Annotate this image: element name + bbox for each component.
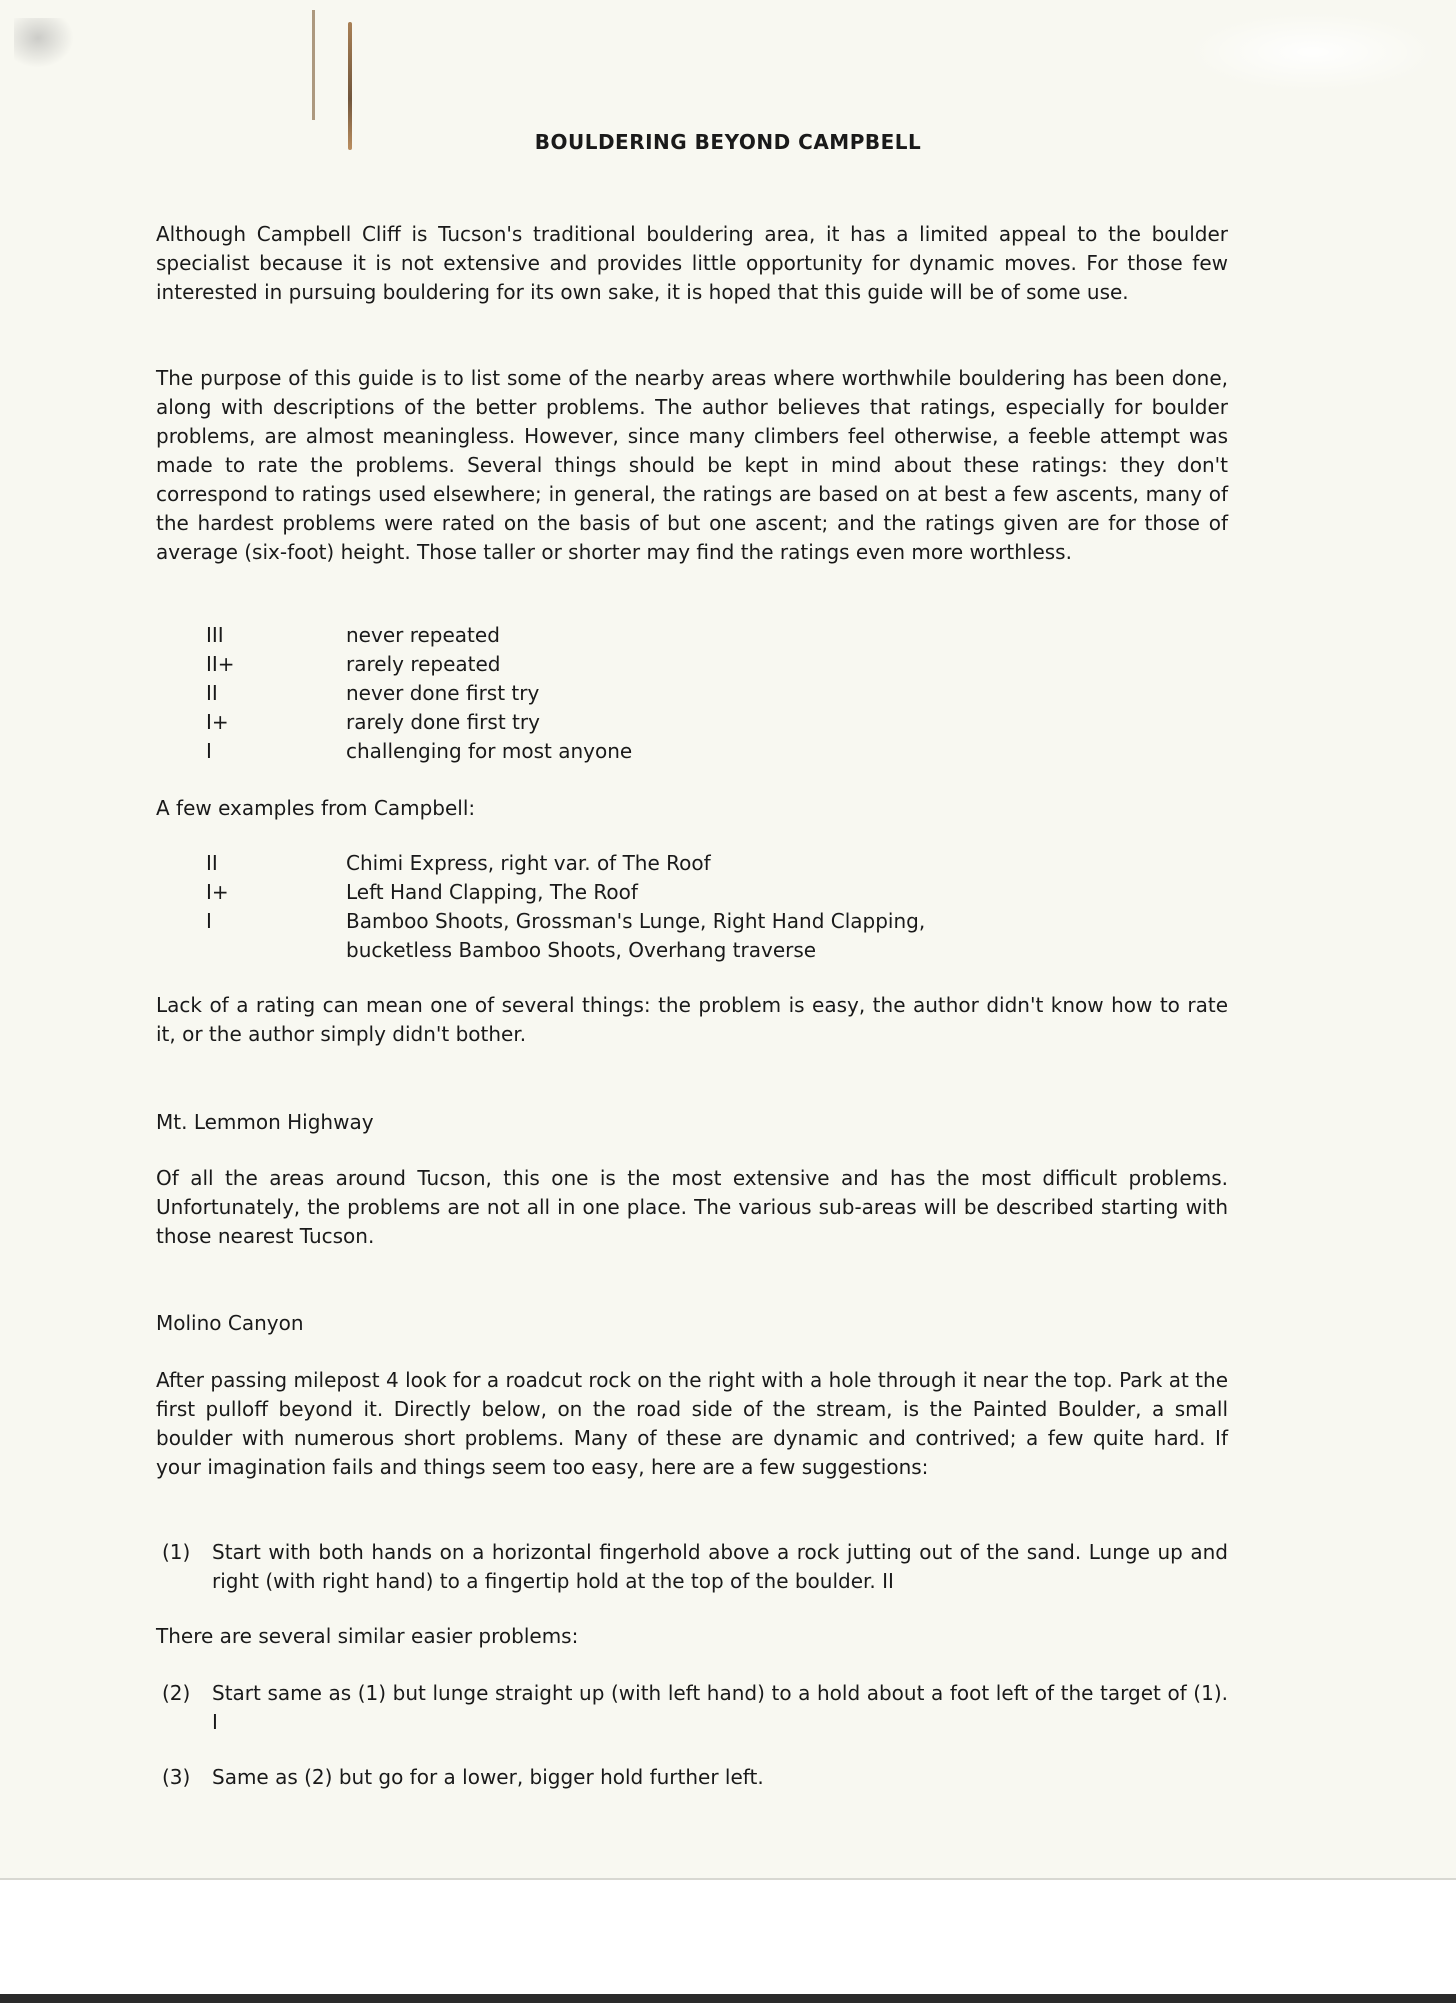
example-code: I+ xyxy=(206,880,229,904)
example-row xyxy=(206,936,925,965)
example-description: Chimi Express, right var. of The Roof xyxy=(346,851,711,875)
examples-intro: A few examples from Campbell: xyxy=(156,796,476,820)
problem-number: (3) xyxy=(162,1765,191,1789)
lack-of-rating-paragraph: Lack of a rating can mean one of several things: the problem is easy, the author didn't know how to rate it, or the author simply didn't bother. xyxy=(156,993,1228,1046)
similar-problems-note: There are several similar easier problems: xyxy=(156,1624,579,1648)
scan-smudge xyxy=(1188,12,1438,92)
rating-row xyxy=(206,650,632,679)
rating-description: never repeated xyxy=(346,623,500,647)
intro-paragraph: Although Campbell Cliff is Tucson's traditional bouldering area, it has a limited appeal to the boulder specialist because it is not extensive and provides little opportunity for dynamic moves. For those few interested in pursuing bouldering for its own sake, it is hoped that this guide will be of some use. xyxy=(156,222,1228,304)
problem-number: (2) xyxy=(162,1681,191,1705)
rating-code: II+ xyxy=(206,652,235,676)
example-code: II xyxy=(206,851,218,875)
rating-description: challenging for most anyone xyxy=(346,739,633,763)
rating-row xyxy=(206,737,632,766)
example-row xyxy=(206,849,925,878)
molino-canyon-paragraph: After passing milepost 4 look for a roadcut rock on the right with a hole through it near the top. Park at the first pulloff beyond it. Directly below, on the road side of the stream, is the Painted Boulder, a small boulder with numerous short problems. Many of these are dynamic and contrived; a few quite hard. If your imagination fails and things seem too easy, here are a few suggestions: xyxy=(156,1368,1228,1479)
rating-row xyxy=(206,708,632,737)
page-title: BOULDERING BEYOND CAMPBELL xyxy=(534,130,922,154)
rating-code: I+ xyxy=(206,710,229,734)
problem-item xyxy=(162,1538,1228,1596)
rating-description: rarely done first try xyxy=(346,710,540,734)
example-row xyxy=(206,878,925,907)
example-description: Left Hand Clapping, The Roof xyxy=(346,880,638,904)
section-heading-mt-lemmon: Mt. Lemmon Highway xyxy=(156,1110,374,1134)
problem-number: (1) xyxy=(162,1540,191,1564)
rating-code: I xyxy=(206,739,212,763)
staple-mark xyxy=(312,10,315,120)
rating-row xyxy=(206,621,632,650)
rating-code: II xyxy=(206,681,218,705)
examples-table xyxy=(206,849,925,965)
problem-text: Start same as (1) but lunge straight up (with left hand) to a hold about a foot left of the target of (1). I xyxy=(212,1681,1228,1734)
example-description: Bamboo Shoots, Grossman's Lunge, Right Hand Clapping, xyxy=(346,909,926,933)
problem-item xyxy=(162,1679,1228,1737)
mt-lemmon-paragraph: Of all the areas around Tucson, this one is the most extensive and has the most difficult problems. Unfortunately, the problems are not all in one place. The various sub-areas will be described starting with those nearest Tucson. xyxy=(156,1166,1228,1248)
rating-code: III xyxy=(206,623,224,647)
page-edge xyxy=(0,1878,1456,1880)
rating-row xyxy=(206,679,632,708)
rating-description: rarely repeated xyxy=(346,652,501,676)
rating-scale-table xyxy=(206,621,632,766)
example-code xyxy=(206,936,346,965)
problem-text: Start with both hands on a horizontal fingerhold above a rock jutting out of the sand. Lunge up and right (with right hand) to a fingertip hold at the top of the boulder. II xyxy=(212,1540,1228,1593)
example-description: bucketless Bamboo Shoots, Overhang traverse xyxy=(346,938,817,962)
purpose-paragraph: The purpose of this guide is to list some of the nearby areas where worthwhile bouldering has been done, along with descriptions of the better problems. The author believes that ratings, especially for boulder problems, are almost meaningless. However, since many climbers feel otherwise, a feeble attempt was made to rate the problems. Several things should be kept in mind about these ratings: they don't correspond to ratings used elsewhere; in general, the ratings are based on at best a few ascents, many of the hardest problems were rated on the basis of but one ascent; and the ratings given are for those of average (six-foot) height. Those taller or shorter may find the ratings even more worthless. xyxy=(156,366,1228,564)
example-code: I xyxy=(206,909,212,933)
section-heading-molino-canyon: Molino Canyon xyxy=(156,1311,304,1335)
example-row xyxy=(206,907,925,936)
scanner-border xyxy=(0,1994,1456,2003)
scan-smudge xyxy=(14,18,74,68)
rating-description: never done first try xyxy=(346,681,540,705)
problem-text: Same as (2) but go for a lower, bigger hold further left. xyxy=(212,1765,764,1789)
problem-item xyxy=(162,1763,1228,1792)
